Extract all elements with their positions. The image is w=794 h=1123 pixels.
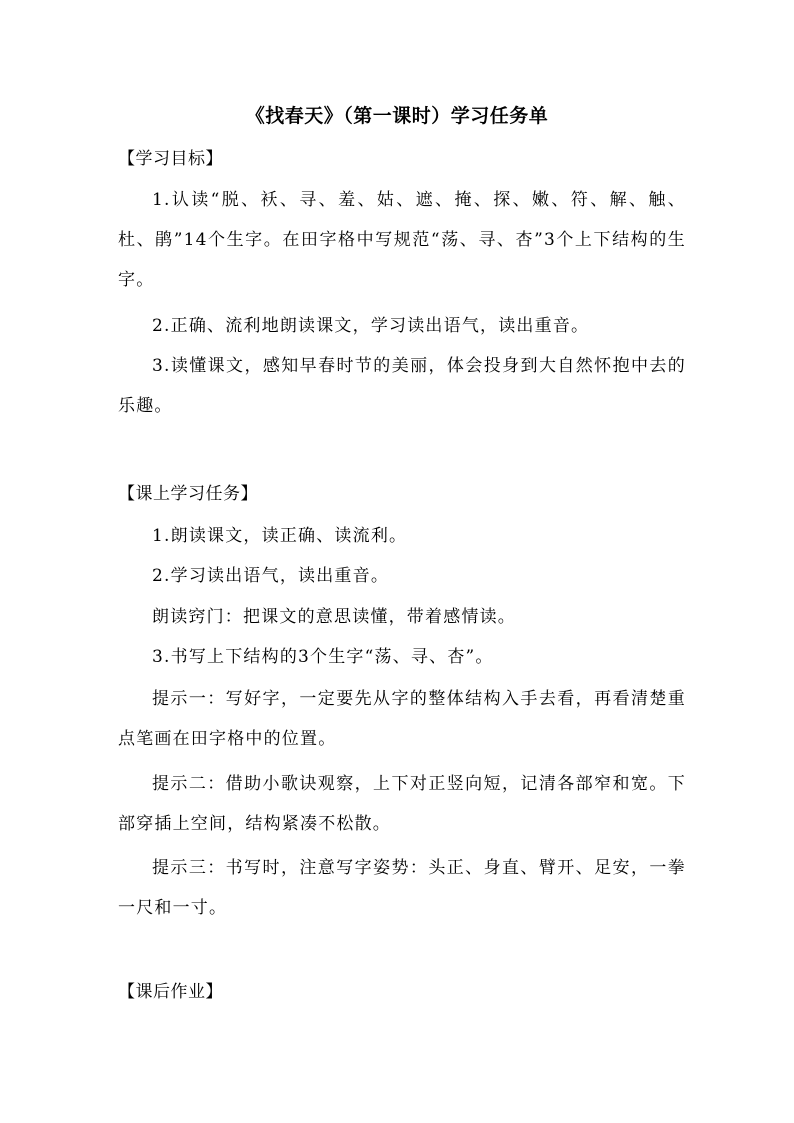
task-paragraph-reading-tip: 朗读窍门：把课文的意思读懂，带着感情读。 xyxy=(152,607,516,627)
document-title: 《找春天》（第一课时）学习任务单 xyxy=(245,105,549,127)
task-paragraph-3: 3.书写上下结构的3个生字“荡、寻、杏”。 xyxy=(152,647,494,667)
section-heading-class-tasks: 【课上学习任务】 xyxy=(118,484,258,504)
hint-paragraph-2: 提示二：借助小歌诀观察，上下对正竖向短，记清各部窄和宽。下部穿插上空间，结构紧凑不松散。 xyxy=(118,774,686,834)
task-paragraph-2: 2.学习读出语气，读出重音。 xyxy=(152,566,390,586)
task-paragraph-1: 1.朗读课文，读正确、读流利。 xyxy=(152,526,408,546)
hint-paragraph-3: 提示三：书写时，注意写字姿势：头正、身直、臂开、足安，一拳一尺和一寸。 xyxy=(118,858,686,918)
goal-paragraph-3: 3.读懂课文，感知早春时节的美丽，体会投身到大自然怀抱中去的乐趣。 xyxy=(118,356,686,416)
section-heading-learning-goals: 【学习目标】 xyxy=(118,149,223,169)
goal-paragraph-1: 1.认读“脱、袄、寻、羞、姑、遮、掩、探、嫩、符、解、触、杜、鹃”14个生字。在田字格中写规范“荡、寻、杏”3个上下结构的生字。 xyxy=(118,190,686,290)
hint-paragraph-1: 提示一：写好字，一定要先从字的整体结构入手去看，再看清楚重点笔画在田字格中的位置。 xyxy=(118,689,686,749)
goal-paragraph-2: 2.正确、流利地朗读课文，学习读出语气，读出重音。 xyxy=(152,316,590,336)
section-heading-homework: 【课后作业】 xyxy=(118,982,223,1002)
